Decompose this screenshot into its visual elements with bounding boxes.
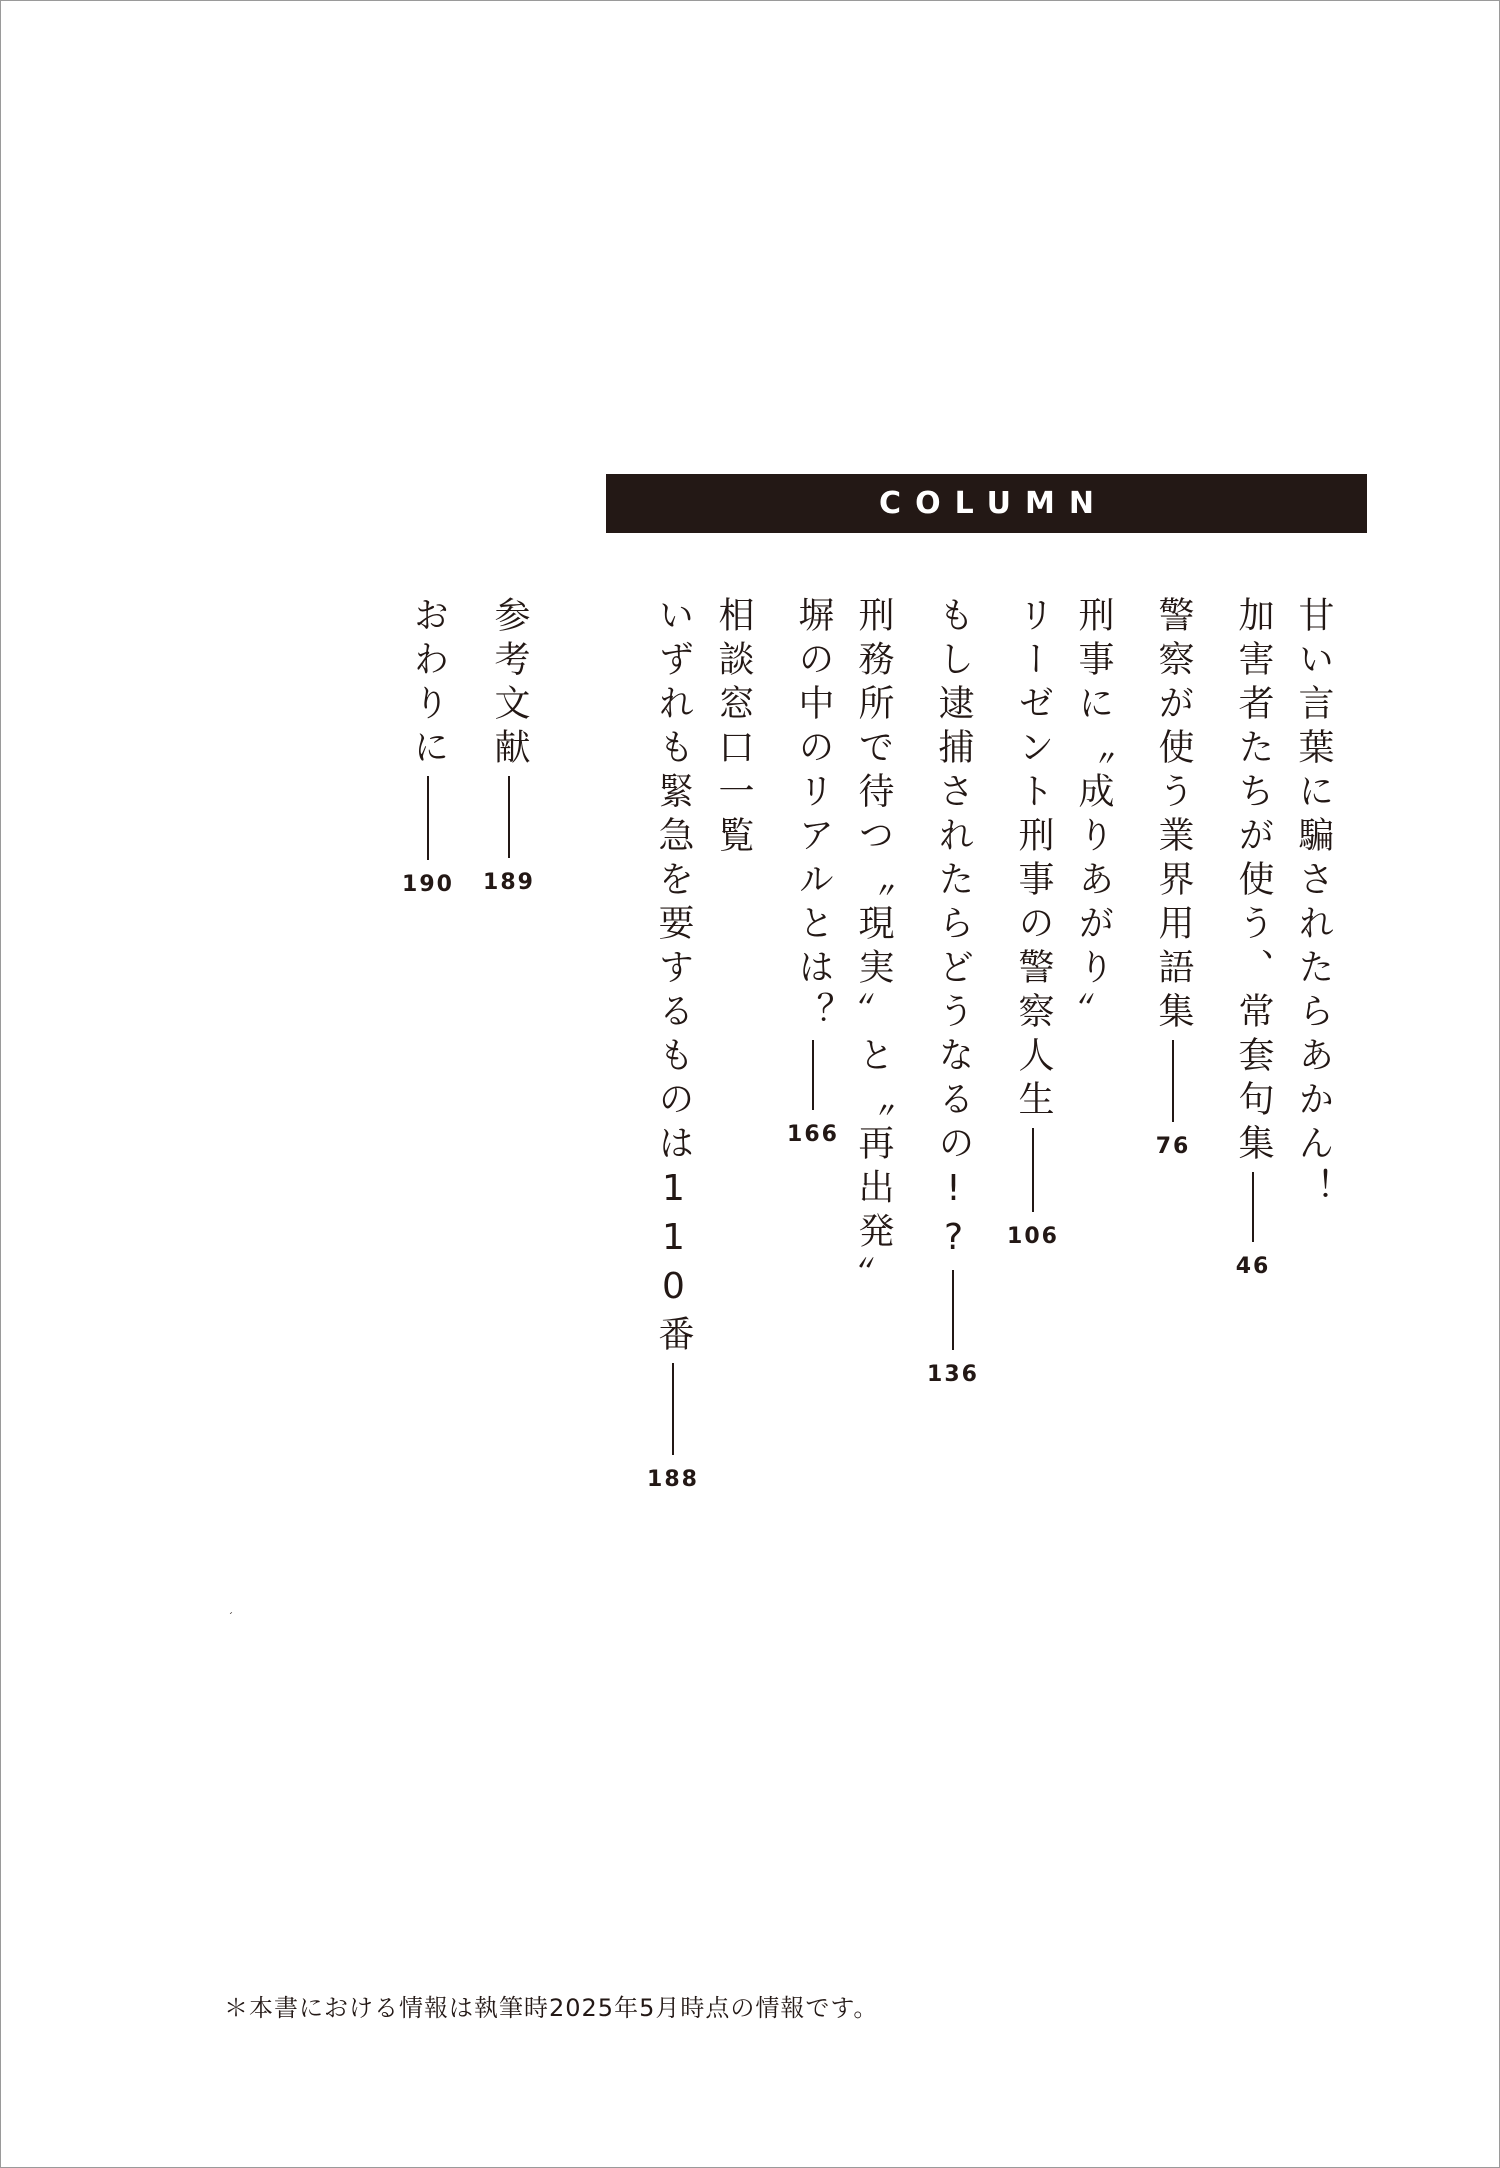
- toc-entry[interactable]: [841, 596, 905, 1300]
- leader-line: [508, 776, 510, 858]
- column-heading: COLUMN: [879, 486, 1108, 521]
- toc-entry-title: おわりに: [408, 596, 449, 772]
- toc-entry-page: 190: [402, 872, 454, 897]
- toc-entry[interactable]: [1221, 596, 1285, 1279]
- toc-entry-title: 参考文献: [489, 596, 530, 772]
- toc-entry[interactable]: [1281, 596, 1345, 1212]
- toc-entry-page: 188: [647, 1467, 699, 1492]
- toc-entry-title: 塀の中のリアルとは？: [793, 596, 834, 1036]
- stray-mark: ˊ: [228, 1612, 233, 1623]
- toc-entry[interactable]: [1141, 596, 1205, 1159]
- leader-line: [812, 1040, 814, 1110]
- toc-entry-title: 相談窓口一覧: [713, 596, 754, 860]
- toc-entry[interactable]: [1001, 596, 1065, 1249]
- leader-line: [1172, 1040, 1174, 1122]
- toc-entry[interactable]: [477, 596, 541, 895]
- toc-entry[interactable]: [396, 596, 460, 897]
- leader-line: [1032, 1128, 1034, 1212]
- leader-line: [1252, 1172, 1254, 1242]
- toc-entry[interactable]: [641, 596, 705, 1492]
- column-banner: [606, 474, 1367, 533]
- toc-entry-page: 76: [1155, 1134, 1191, 1159]
- footnote: ＊本書における情報は執筆時2025年5月時点の情報です。: [224, 1994, 879, 2022]
- toc-entry-title: もし逮捕されたらどうなるの!?: [933, 596, 974, 1266]
- leader-line: [672, 1363, 674, 1455]
- toc-entry-title: 加害者たちが使う、常套句集: [1233, 596, 1274, 1168]
- toc-entry-title: いずれも緊急を要するものは110番: [653, 596, 694, 1359]
- toc-entry-page: 46: [1235, 1254, 1271, 1279]
- leader-line: [427, 776, 429, 860]
- toc-entry-page: 106: [1007, 1224, 1059, 1249]
- toc-entry[interactable]: [921, 596, 985, 1387]
- toc-entry-page: 136: [927, 1362, 979, 1387]
- toc-entry-title: リーゼント刑事の警察人生: [1013, 596, 1054, 1124]
- leader-line: [952, 1270, 954, 1350]
- toc-entry-title: 刑事に〝成りあがり〟: [1073, 596, 1114, 1036]
- toc-entry-page: 189: [483, 870, 535, 895]
- toc-entry[interactable]: [1061, 596, 1125, 1036]
- toc-entry[interactable]: [701, 596, 765, 860]
- toc-entry-title: 刑務所で待つ〝現実〟と〝再出発〟: [853, 596, 894, 1300]
- toc-entry-title: 甘い言葉に騙されたらあかん！: [1293, 596, 1334, 1212]
- toc-entry[interactable]: [781, 596, 845, 1147]
- toc-entry-title: 警察が使う業界用語集: [1153, 596, 1194, 1036]
- toc-entry-page: 166: [787, 1122, 839, 1147]
